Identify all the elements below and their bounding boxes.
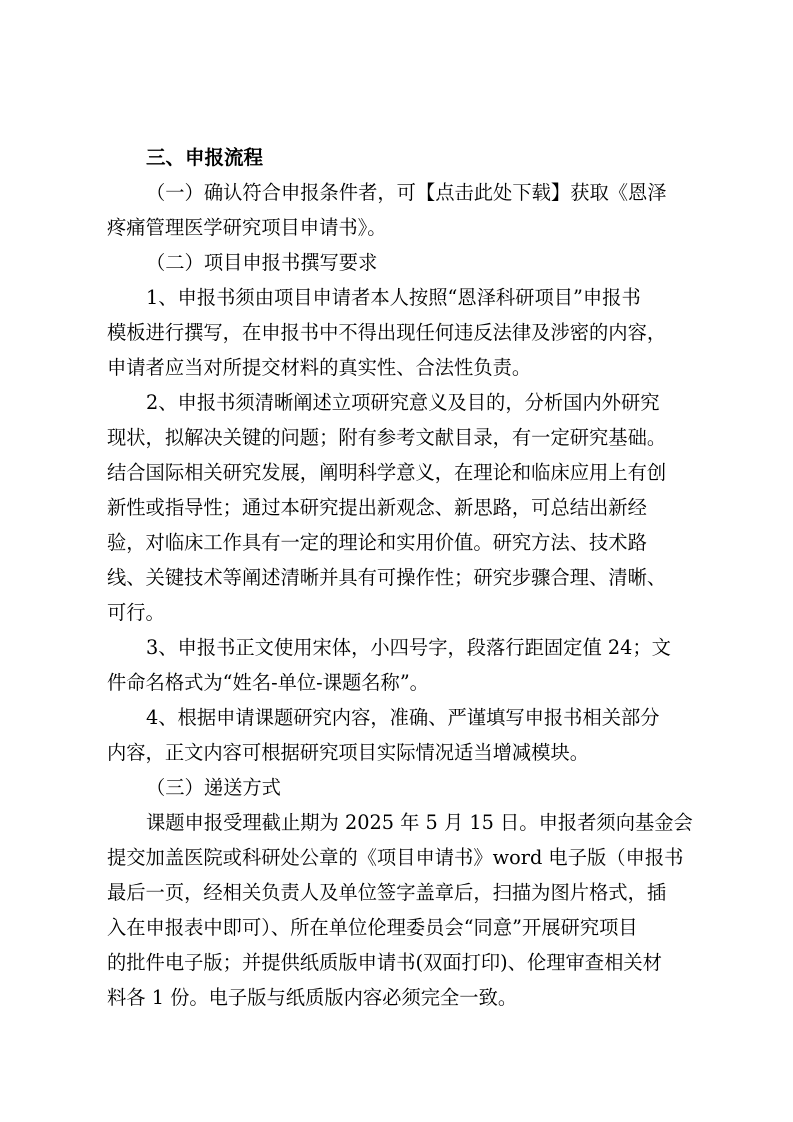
paragraph-item-4 bbox=[107, 700, 695, 770]
paragraph-item-3 bbox=[107, 630, 695, 700]
paragraph-line: 3、申报书正文使用宋体，小四号字，段落行距固定值 24；文 bbox=[146, 636, 671, 659]
paragraph-line: 疼痛管理医学研究项目申请书》。 bbox=[107, 216, 387, 239]
paragraph-line: 线、关键技术等阐述清晰并具有可操作性；研究步骤合理、清晰、 bbox=[107, 566, 667, 589]
paragraph-line: 料各 1 份。电子版与纸质版内容必须完全一致。 bbox=[107, 986, 518, 1009]
paragraph-line: 最后一页，经相关负责人及单位签字盖章后，扫描为图片格式，插 bbox=[107, 881, 667, 904]
paragraph-line: 模板进行撰写，在申报书中不得出现任何违反法律及涉密的内容， bbox=[107, 321, 667, 344]
paragraph-item-2 bbox=[107, 385, 695, 630]
paragraph-line: 4、根据申请课题研究内容，准确、严谨填写申报书相关部分 bbox=[146, 706, 660, 729]
paragraph-line: 入在申报表中即可）、所在单位伦理委员会“同意”开展研究项目 bbox=[107, 916, 638, 939]
paragraph-line: 课题申报受理截止期为 2025 年 5 月 15 日。申报者须向基金会 bbox=[146, 811, 693, 834]
paragraph-line: 2、申报书须清晰阐述立项研究意义及目的，分析国内外研究 bbox=[146, 391, 660, 414]
paragraph-line: （一）确认符合申报条件者，可【点击此处下载】获取《恩泽 bbox=[146, 181, 667, 204]
paragraph-line: 验，对临床工作具有一定的理论和实用价值。研究方法、技术路 bbox=[107, 531, 647, 554]
paragraph-download bbox=[107, 175, 695, 245]
paragraph-line: 件命名格式为“姓名-单位-课题名称”。 bbox=[107, 671, 429, 694]
paragraph-line: 新性或指导性；通过本研究提出新观念、新思路，可总结出新经 bbox=[107, 496, 647, 519]
document-page bbox=[107, 140, 695, 1015]
paragraph-line: 提交加盖医院或科研处公章的《项目申请书》word 电子版（申报书 bbox=[107, 846, 684, 869]
paragraph-line: 可行。 bbox=[107, 601, 165, 624]
paragraph-delivery bbox=[107, 805, 695, 1015]
section-heading: 三、申报流程 bbox=[146, 146, 264, 169]
subheading-delivery bbox=[107, 770, 695, 805]
paragraph-line: 1、申报书须由项目申请者本人按照“恩泽科研项目”申报书 bbox=[146, 286, 641, 309]
paragraph-line: （二）项目申报书撰写要求 bbox=[146, 251, 378, 274]
subheading-requirements bbox=[107, 245, 695, 280]
paragraph-item-1 bbox=[107, 280, 695, 385]
paragraph-line: 现状，拟解决关键的问题；附有参考文献目录，有一定研究基础。 bbox=[107, 426, 667, 449]
paragraph-line: 内容，正文内容可根据研究项目实际情况适当增减模块。 bbox=[107, 741, 590, 764]
paragraph-line: 申请者应当对所提交材料的真实性、合法性负责。 bbox=[107, 356, 532, 379]
paragraph-line: （三）递送方式 bbox=[146, 776, 281, 799]
paragraph-line: 的批件电子版；并提供纸质版申请书(双面打印)、伦理审查相关材 bbox=[107, 951, 662, 974]
paragraph-line: 结合国际相关研究发展，阐明科学意义，在理论和临床应用上有创 bbox=[107, 461, 667, 484]
